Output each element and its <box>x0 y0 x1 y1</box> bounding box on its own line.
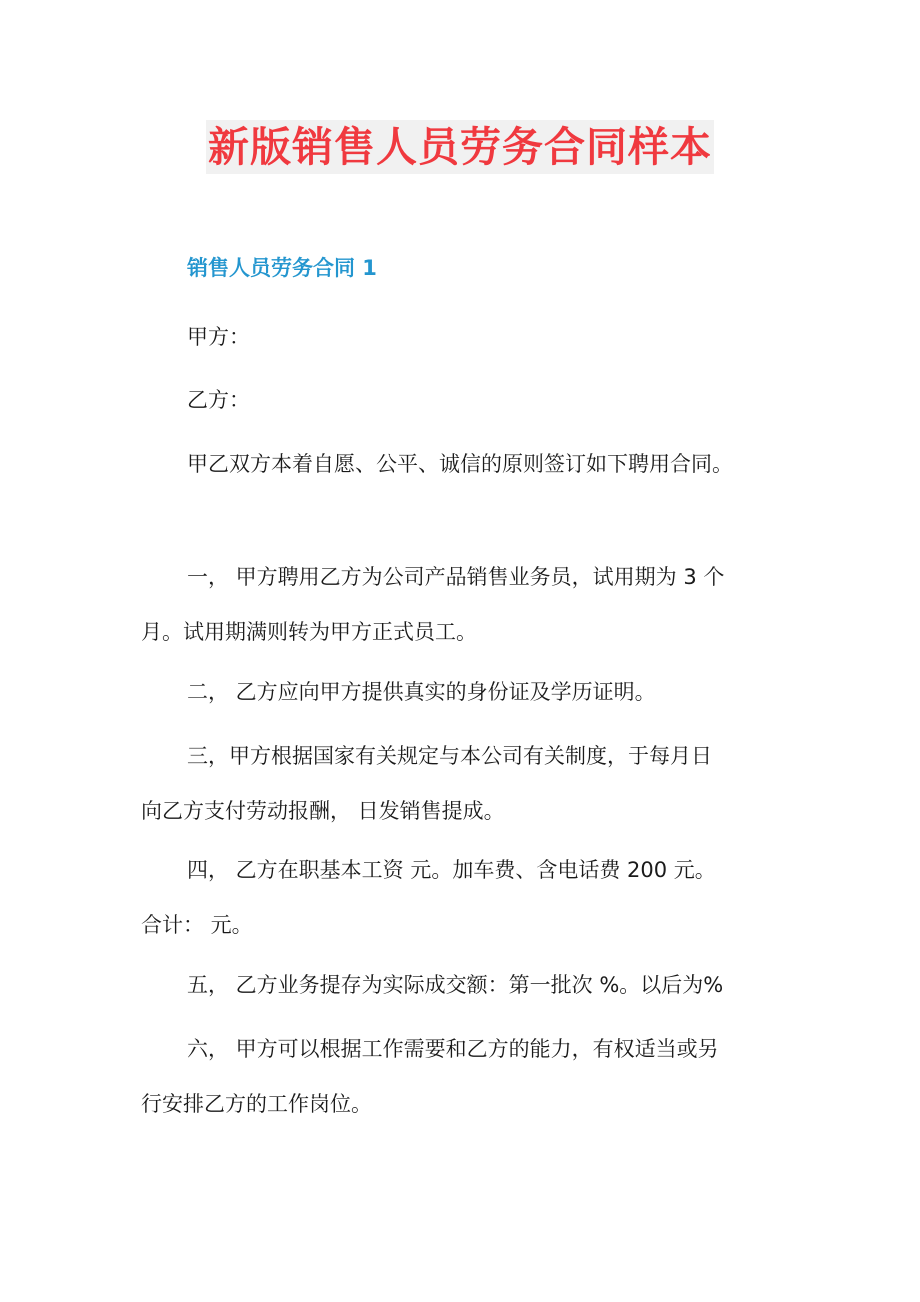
clause-4-line-2: 合计： 元。 <box>141 913 253 937</box>
intro-text: 甲乙双方本着自愿、公平、诚信的原则签订如下聘用合同。 <box>187 452 733 476</box>
clause-1-line-1: 一， 甲方聘用乙方为公司产品销售业务员，试用期为 3 个 <box>187 565 725 589</box>
clause-4-line-1: 四， 乙方在职基本工资 元。加车费、含电话费 200 元。 <box>187 858 716 882</box>
clause-1 <box>141 550 781 660</box>
party-a-line <box>141 310 781 365</box>
clause-5 <box>141 958 781 1013</box>
party-b-line <box>141 373 781 428</box>
clause-6-line-1: 六， 甲方可以根据工作需要和乙方的能力，有权适当或另 <box>187 1037 719 1061</box>
clause-5-line-1: 五， 乙方业务提存为实际成交额：第一批次 %。以后为% <box>187 973 724 997</box>
title-container <box>0 120 920 174</box>
clause-6-line-2: 行安排乙方的工作岗位。 <box>141 1092 372 1116</box>
intro-paragraph <box>141 437 781 492</box>
clause-4 <box>141 843 781 953</box>
clause-2 <box>141 665 781 720</box>
party-a-label: 甲方： <box>187 325 250 349</box>
party-b-label: 乙方： <box>187 388 250 412</box>
document-title: 新版销售人员劳务合同样本 <box>206 120 714 174</box>
clause-6 <box>141 1022 781 1132</box>
clause-3-line-1: 三，甲方根据国家有关规定与本公司有关制度，于每月日 <box>187 744 712 768</box>
clause-3 <box>141 729 781 839</box>
clause-2-line-1: 二， 乙方应向甲方提供真实的身份证及学历证明。 <box>187 680 656 704</box>
clause-1-line-2: 月。试用期满则转为甲方正式员工。 <box>141 620 477 644</box>
clause-3-line-2: 向乙方支付劳动报酬， 日发销售提成。 <box>141 799 505 823</box>
section-heading: 销售人员劳务合同 1 <box>187 256 377 280</box>
